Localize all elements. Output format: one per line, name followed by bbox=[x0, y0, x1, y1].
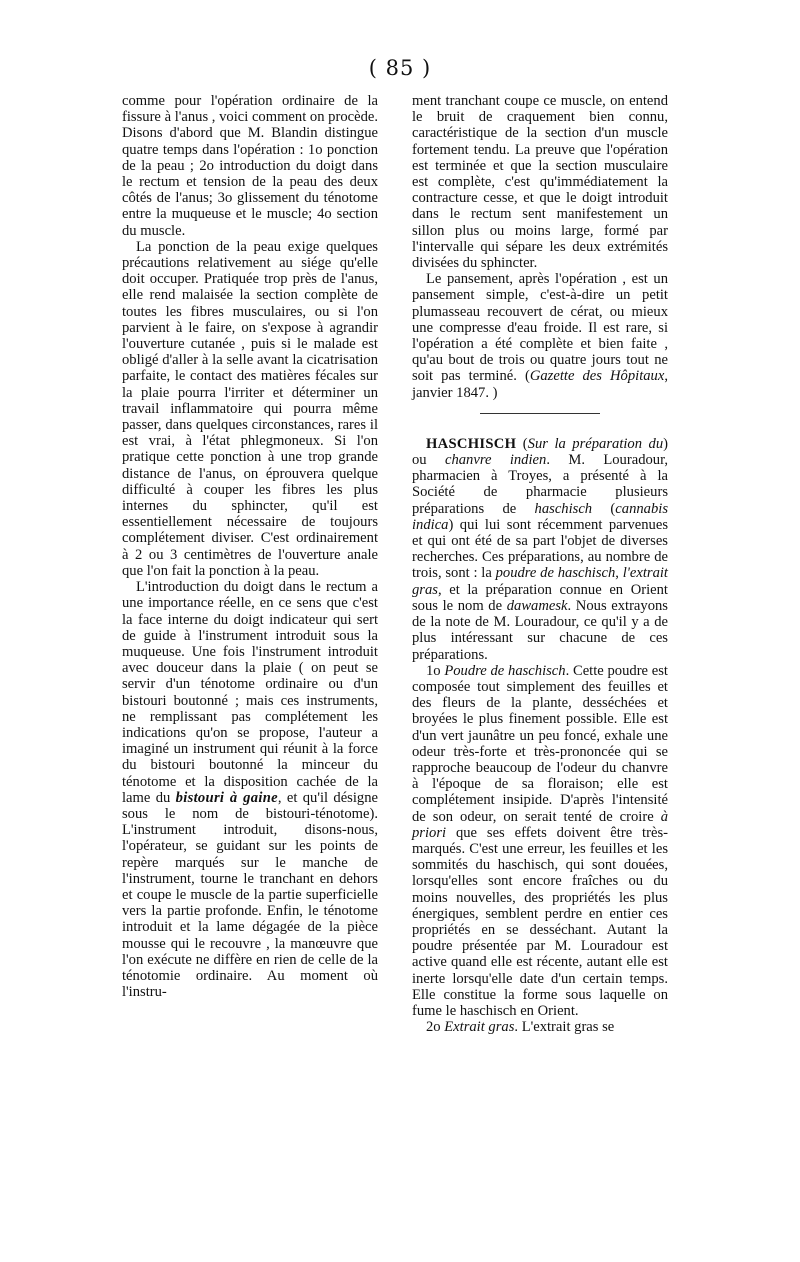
italic-term: haschisch bbox=[534, 500, 593, 517]
page-number: ( 85 ) bbox=[368, 56, 432, 80]
italic-term: cannabis indica bbox=[412, 500, 668, 533]
text-run: 2o bbox=[426, 1019, 445, 1036]
italic-term: Sur la préparation du bbox=[527, 435, 664, 452]
right-column bbox=[412, 93, 668, 1035]
article-heading: HASCHISCH bbox=[426, 435, 517, 452]
italic-term: poudre de haschisch bbox=[495, 565, 616, 582]
italic-term: Extrait gras bbox=[444, 1019, 515, 1036]
text-run: , et qu'il désigne sous le nom de bistouri-ténotome). L'instrument introduit, disons-nous, l'opérateur, se guidant sur les points de repère marqués sur le manche de l'instrument, tourne le tranchant en dehors et coupe le muscle de la partie superficielle vers la partie profonde. Enfin, le ténotome introduit et la lame dégagée de la pièce mousse qui le recouvre , la manœuvre que l'on exécute ne diffère en rien de celle de la ténotomie ordinaire. Au moment où l'instru- bbox=[122, 789, 378, 1001]
text-run: ( bbox=[516, 435, 528, 452]
left-column bbox=[122, 93, 378, 1000]
paragraph: ment tranchant coupe ce muscle, on entend le bruit de craquement bien connu, caractéristique de la section d'un muscle fortement tendu. La preuve que l'opération est terminée et que la section musculaire est complète, c'est qu'immédiatement la contracture cesse, et que le doigt introduit dans le rectum sent manifestement un sillon plus ou moins large, formé par l'intervalle qui sépare les deux extrémités divisées du sphincter. bbox=[412, 93, 668, 272]
text-run: . Nous extrayons de la note de M. Louradour, ce qu'il y a de plus intéressant sur chacune de ces préparations. bbox=[412, 597, 668, 663]
paragraph: La ponction de la peau exige quelques précautions relativement au siége qu'elle doit occuper. Pratiquée trop près de l'anus, elle rend malaisée la section complète de toutes les fibres musculaires, ou si l'on parvient à le faire, on s'expose à agrandir l'ouverture cutanée , puis si le malade est obligé d'aller à la selle avant la cicatrisation parfaite, le contact des matières fécales sur la plaie pourra l'irriter et déterminer un travail inflammatoire qui pourra même passer, dans quelques circonstances, rares il est vrai, à l'état phlegmoneux. Si l'on pratique cette ponction à une trop grande distance de l'anus, on éprouvera quelque difficulté à couper les fibres les plus internes du sphincter, qu'il est essentiellement nécessaire de toujours complétement diviser. C'est ordinairement à 2 ou 3 centimètres de l'ouverture anale que l'on fait la ponction à la peau. bbox=[122, 238, 378, 579]
text-run: ( bbox=[592, 500, 616, 517]
paragraph bbox=[412, 1019, 668, 1035]
text-run: ) ou bbox=[412, 435, 669, 469]
text-run: Le pansement, après l'opération , est un pansement simple, c'est-à-dire un petit plumasseau recouvert de cérat, ou mieux une compresse d'eau froide. Il est rare, si l'opération a été complète et bien faite , qu'au bout de trois ou quatre jours tout ne soit pas terminé. ( bbox=[412, 271, 668, 385]
paragraph bbox=[122, 579, 378, 1000]
paragraph: comme pour l'opération ordinaire de la fissure à l'anus , voici comment on procède. Disons d'abord que M. Blandin distingue quatre temps dans l'opération : 1o ponction de la peau ; 2o introduction du doigt dans le rectum et tension de la peau des deux côtés de l'anus; 3o glissement du ténotome entre la muqueuse et le muscle; 4o section du muscle. bbox=[122, 93, 378, 239]
text-run: 1o bbox=[426, 662, 445, 679]
italic-term: à priori bbox=[412, 808, 668, 841]
paragraph bbox=[412, 271, 668, 401]
italic-term: chanvre indien bbox=[444, 452, 547, 469]
section-divider bbox=[480, 413, 600, 414]
text-run: L'introduction du doigt dans le rectum a une importance réelle, en ce sens que c'est la face interne du doigt indicateur qui sert de guide à l'instrument introduit sous la muqueuse. Une fois l'instrument introduit avec douceur dans la plaie ( on peut se servir d'un ténotome ordinaire ou d'un bistouri boutonné ; mais ces instruments, ne remplissant pas complétement les indications qu'on se propose, l'auteur a imaginé un instrument qui réunit à la force du bistouri boutonné la minceur du ténotome et la disposition cachée de la lame du bbox=[122, 579, 378, 806]
text-run: , janvier 1847. ) bbox=[412, 368, 668, 401]
text-run: , bbox=[615, 565, 623, 582]
italic-term: Poudre de haschisch bbox=[444, 662, 566, 679]
text-run: . M. Louradour, pharmacien à Troyes, a présenté à la Société de pharmacie plusieurs préparations de bbox=[412, 452, 669, 517]
italic-term: bistouri à gaine bbox=[175, 789, 278, 806]
haschisch-article bbox=[412, 436, 668, 663]
text-run: ) qui lui sont récemment parvenues et qui ont été de sa part l'objet de diverses recherches. Ces préparations, au nombre de trois, sont : la bbox=[412, 516, 668, 582]
paragraph bbox=[412, 663, 668, 1019]
text-run: que ses effets doivent être très-marqués. C'est une erreur, les feuilles et les sommités du haschisch, qui sont douées, lorsqu'elles sont encore fraîches ou du moins nouvelles, des propriétés les plus énergiques, semblent perdre en entier ces propriétés en se desséchant. Autant la poudre présentée par M. Louradour est active quand elle est récente, autant elle est inerte lorsqu'elle date d'un certain temps. Elle constitue la forme sous laquelle on fume le haschisch en Orient. bbox=[412, 824, 668, 1019]
italic-term: l'extrait gras bbox=[412, 565, 668, 598]
text-run: , et la préparation connue en Orient sous le nom de bbox=[412, 581, 668, 614]
text-run: . Cette poudre est composée tout simplement des feuilles et des fleurs de la plante, desséchées et broyées le plus finement possible. Elle est d'un vert jaunâtre un peu foncé, exhale une odeur très-forte et très-prononcée qui se rapproche beaucoup de l'odeur du chanvre à l'époque de sa floraison; elle est complétement insipide. D'après l'intensité de son odeur, on serait tenté de croire bbox=[412, 662, 668, 825]
citation-title: Gazette des Hôpitaux bbox=[529, 368, 665, 385]
italic-term: dawamesk bbox=[506, 597, 568, 614]
text-run: . L'extrait gras se bbox=[514, 1019, 615, 1036]
